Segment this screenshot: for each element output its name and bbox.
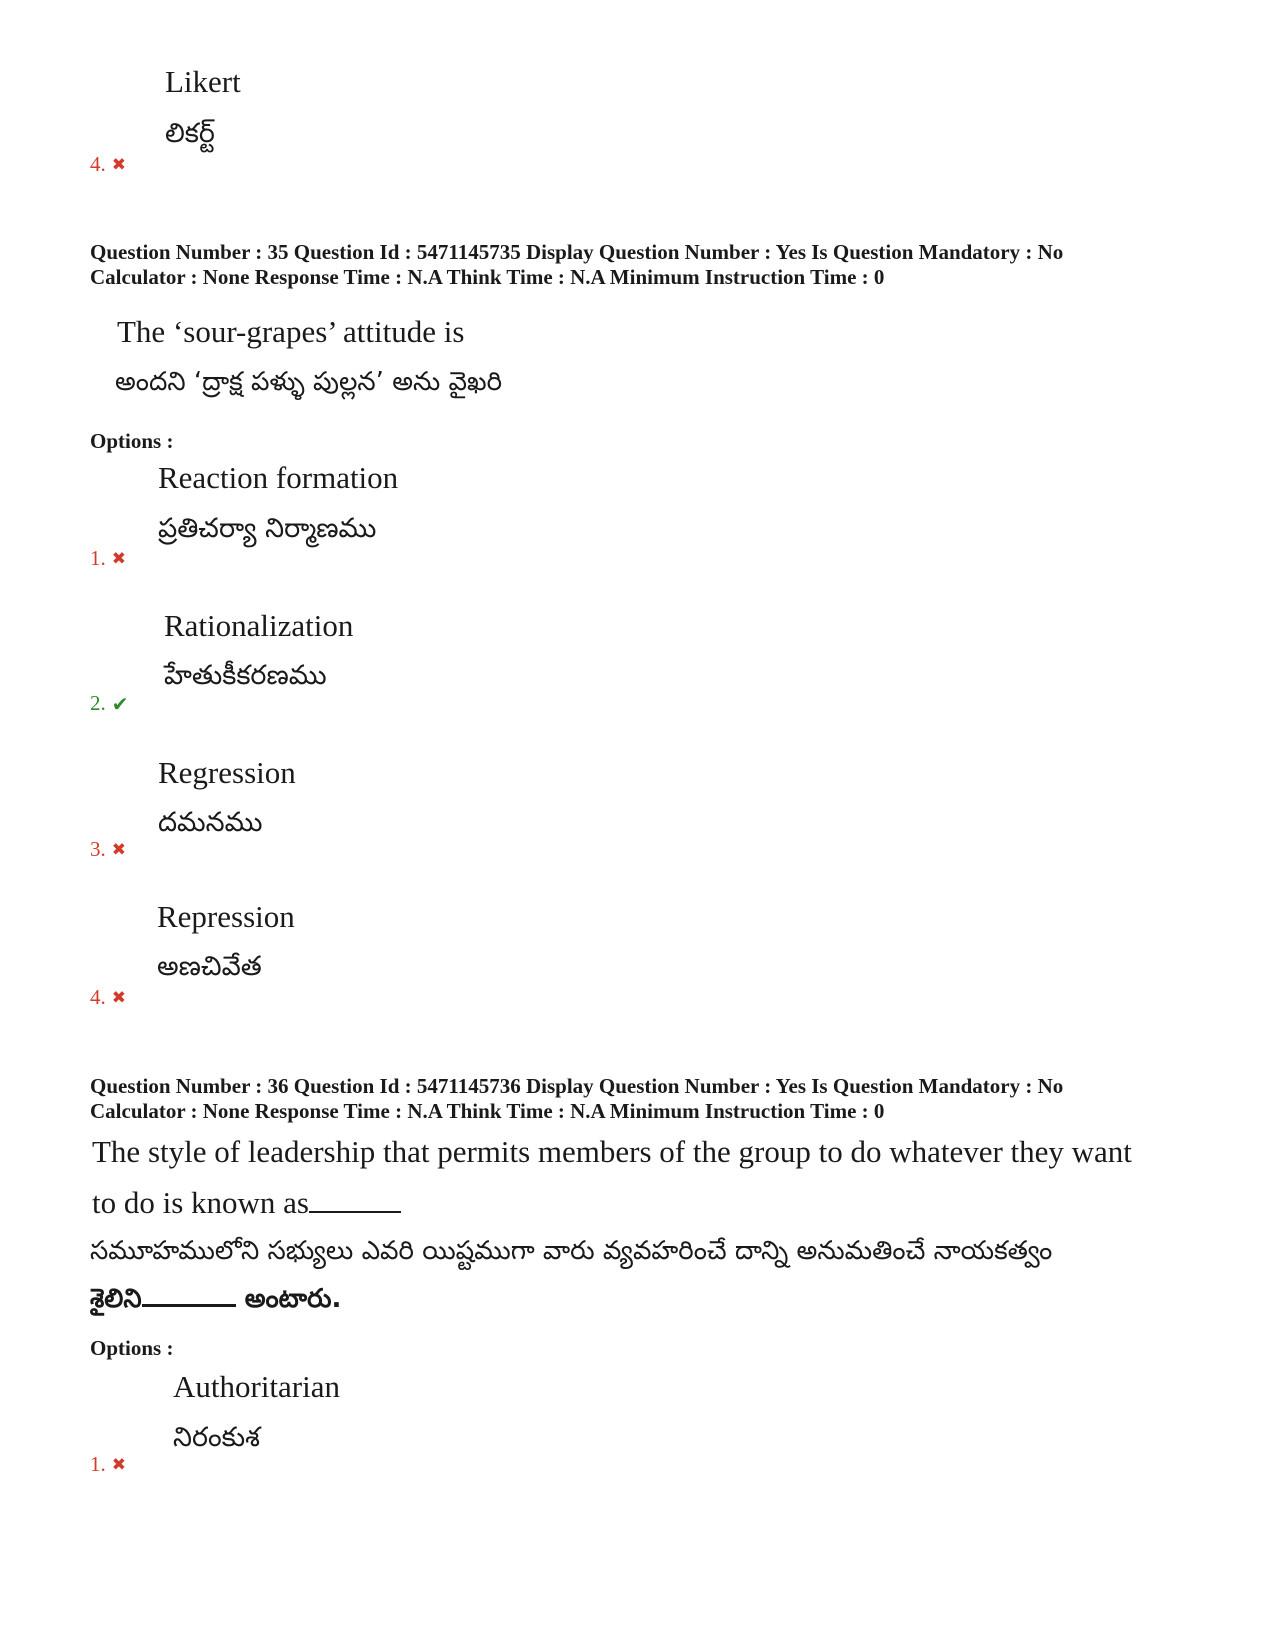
question-35-meta: [90, 240, 1063, 290]
question-text: శైలిని: [90, 1284, 142, 1314]
wrong-answer-icon: ✖: [111, 987, 126, 1008]
prev-option-4-text-en: Likert: [165, 64, 241, 99]
prev-option-4-number: [90, 152, 126, 177]
option-text-en: Reaction formation: [158, 460, 399, 495]
question-36-text-en-line-1: The style of leadership that permits members of the group to do whatever they want: [92, 1134, 1132, 1169]
wrong-answer-icon: ✖: [111, 154, 126, 175]
options-label: Options :: [90, 429, 174, 453]
wrong-answer-icon: ✖: [111, 839, 126, 860]
option-number-label: 4.: [90, 152, 106, 176]
option-text-te: అణచివేత: [157, 951, 262, 982]
question-36-text-te-line-1: సమూహములోని సభ్యులు ఎవరి యిష్టముగా వారు వ్యవహరించే దాన్ని అనుమతించే నాయకత్వం: [90, 1236, 1053, 1266]
question-meta-line-2: Calculator : None Response Time : N.A Think Time : N.A Minimum Instruction Time : 0: [90, 265, 885, 289]
question-meta-line-1: Question Number : 36 Question Id : 5471145736 Display Question Number : Yes Is Question Mandatory : No: [90, 1074, 1064, 1098]
option-number: [90, 691, 129, 716]
wrong-answer-icon: ✖: [111, 1454, 126, 1475]
option-number-label: 3.: [90, 837, 106, 861]
answer-blank: [142, 1303, 236, 1307]
option-text-te: హేతుకీకరణము: [164, 660, 327, 691]
question-36-meta: [90, 1074, 1063, 1124]
wrong-answer-icon: ✖: [111, 548, 126, 569]
option-text-en: Authoritarian: [173, 1369, 341, 1404]
option-number-label: 4.: [90, 985, 106, 1009]
option-number: [90, 1452, 126, 1477]
question-36-text-en-line-2: [92, 1185, 401, 1221]
options-label: Options :: [90, 1336, 174, 1360]
answer-blank: [309, 1210, 401, 1213]
option-number: [90, 546, 126, 571]
option-number-label: 1.: [90, 1452, 106, 1476]
prev-option-4-text-te: లికర్ట్: [165, 118, 215, 149]
question-text: to do is known as: [92, 1185, 309, 1220]
option-number-label: 1.: [90, 546, 106, 570]
question-35-text-te: అందని ‘ద్రాక్ష పళ్ళు పుల్లన’ అను వైఖరి: [115, 367, 503, 397]
question-35-text-en: The ‘sour-grapes’ attitude is: [117, 314, 465, 349]
option-number: [90, 837, 126, 862]
option-text-en: Rationalization: [164, 608, 354, 643]
question-36-text-te-line-2: [90, 1284, 341, 1320]
option-number-label: 2.: [90, 691, 106, 715]
option-text-te: ప్రతిచర్యా నిర్మాణము: [158, 513, 377, 544]
option-text-en: Repression: [157, 899, 295, 934]
option-text-en: Regression: [158, 755, 296, 790]
question-meta-line-2: Calculator : None Response Time : N.A Think Time : N.A Minimum Instruction Time : 0: [90, 1099, 885, 1123]
check-icon: ✔: [111, 691, 129, 716]
question-text: అంటారు.: [244, 1284, 342, 1314]
question-meta-line-1: Question Number : 35 Question Id : 5471145735 Display Question Number : Yes Is Question Mandatory : No: [90, 240, 1064, 264]
option-text-te: నిరంకుశ: [173, 1422, 260, 1453]
option-text-te: దమనము: [158, 807, 263, 838]
option-number: [90, 985, 126, 1010]
